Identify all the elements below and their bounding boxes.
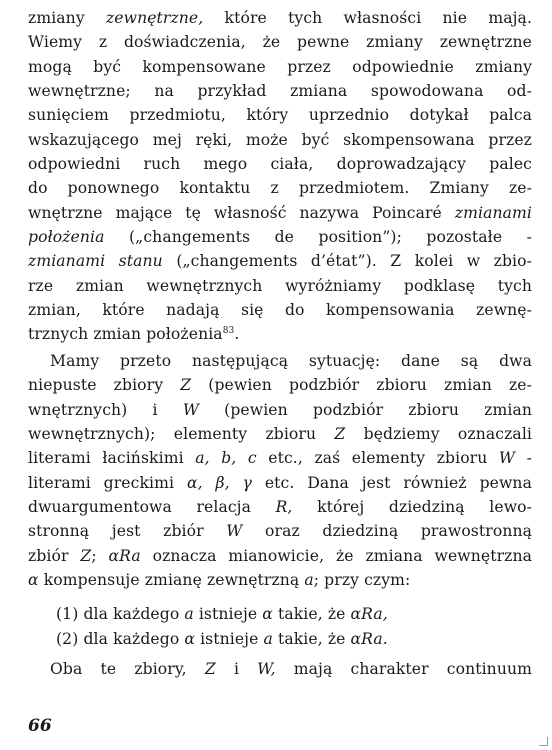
text-line: do ponownego kontaktu z przedmiotem. Zmiany ze-	[28, 179, 532, 198]
text-line: mogą być kompensowane przez odpowiednie zmiany	[28, 57, 532, 76]
scan-corner-mark	[539, 737, 548, 746]
text-line: zmiany zewnętrzne, które tych własności nie mają.	[28, 9, 533, 27]
text-line: wewnętrzne; na przykład zmiana spowodowana od-	[28, 82, 532, 101]
text-line: wnętrznych) i W (pewien podzbiór zbioru zmian	[28, 400, 532, 419]
text-line: sunięciem przedmiotu, który uprzednio dotykał palca	[28, 106, 532, 125]
text-line: położenia („changements de position”); pozostałe -	[28, 228, 532, 247]
text-line: wnętrzne mające tę własność nazywa Poincaré zmianami	[28, 203, 532, 222]
spacer	[28, 592, 532, 602]
text-line: Wiemy z doświadczenia, że pewne zmiany zewnętrzne	[28, 33, 532, 52]
text-line: rze zmian wewnętrznych wyróżniamy podklasę tych	[28, 276, 532, 295]
page-body	[28, 6, 532, 681]
text-line: wewnętrznych); elementy zbioru Z będziemy oznaczali	[28, 424, 532, 443]
text-line: Mamy przeto następującą sytuację: dane są dwa	[50, 351, 532, 370]
text-line: niepuste zbiory Z (pewien podzbiór zbioru zmian ze-	[28, 376, 532, 395]
text-line: stronną jest zbiór W oraz dziedziną prawostronną	[28, 522, 532, 541]
text-line: dwuargumentowa relacja R, której dziedziną lewo-	[28, 497, 532, 516]
text-line: zmianami stanu („changements d’état”). Z kolei w zbio-	[28, 252, 532, 271]
text-line: odpowiedni ruch mego ciała, doprowadzający palec	[28, 155, 532, 174]
formula-line: (1) dla każdego a istnieje α takie, że αRa,	[56, 605, 388, 624]
text-line: literami łacińskimi a, b, c etc., zaś elementy zbioru W -	[28, 449, 532, 468]
formula-line: (2) dla każdego α istnieje a takie, że αRa.	[56, 629, 388, 648]
text-line: zmian, które nadają się do kompensowania zewnę-	[28, 301, 532, 320]
text-line: α kompensuje zmianę zewnętrzną a; przy czym:	[28, 570, 411, 589]
text-line: Oba te zbiory, Z i W, mają charakter continuum	[50, 659, 532, 678]
page-number: 66	[28, 716, 52, 736]
text-line: zbiór Z; αRa oznacza mianowicie, że zmiana wewnętrzna	[28, 546, 533, 565]
text-line: wskazującego mej ręki, może być skompensowana przez	[28, 130, 532, 149]
footnote-ref: 83	[222, 326, 235, 337]
text-line: trznych zmian położenia$^{83}$.	[28, 325, 240, 344]
text-line: literami greckimi α, β, γ etc. Dana jest również pewna	[28, 473, 532, 492]
